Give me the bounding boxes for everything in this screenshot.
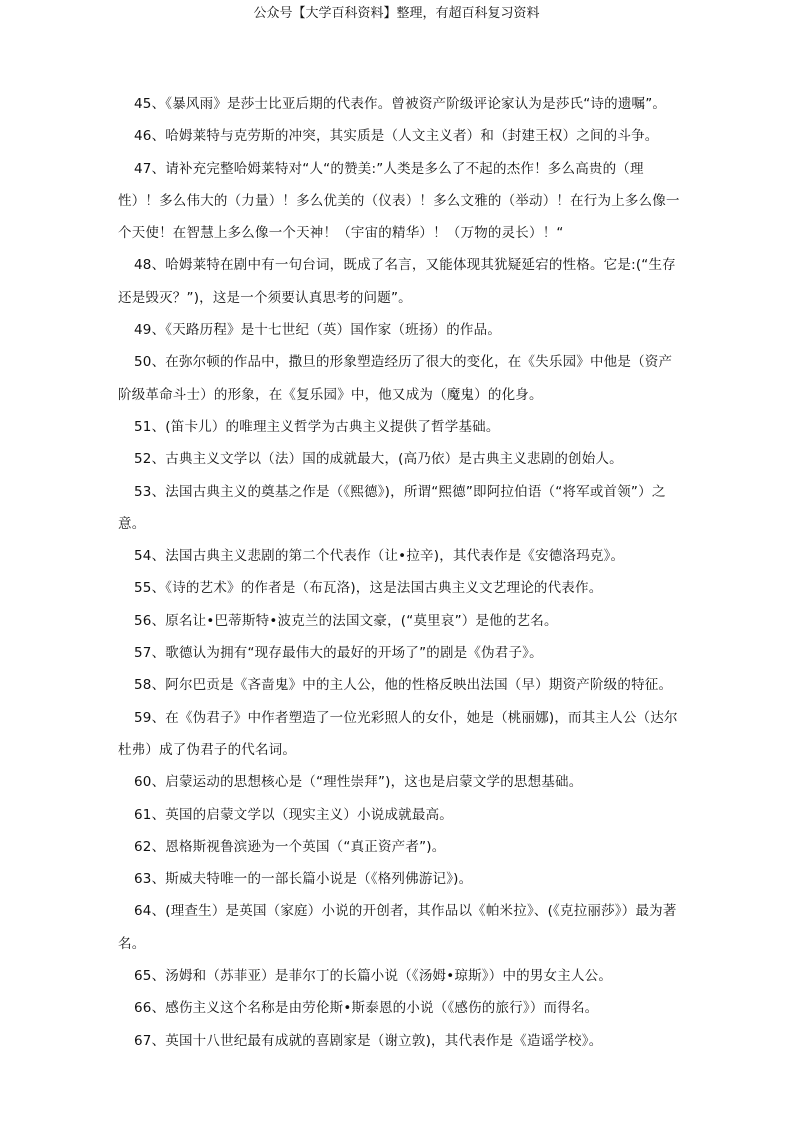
list-item-50: 50、在弥尔顿的作品中，撒旦的形象塑造经历了很大的变化，在《失乐园》中他是（资产阶级革命斗士）的形象，在《复乐园》中，他又成为（魔鬼）的化身。 [118, 354, 673, 403]
list-item-63: 63、斯威夫特唯一的一部长篇小说是（《格列佛游记》)。 [134, 871, 473, 888]
list-item-62: 62、恩格斯视鲁滨逊为一个英国（“真正资产者”)。 [134, 838, 446, 855]
list-item-51: 51、(笛卡儿）的唯理主义哲学为古典主义提供了哲学基础。 [134, 418, 500, 435]
list-item-59: 59、在《伪君子》中作者塑造了一位光彩照人的女仆，她是（桃丽娜)，而其主人公（达尔杜弗）成了伪君子的代名词。 [118, 709, 678, 758]
list-item-52: 52、古典主义文学以（法）国的成就最大，(高乃依）是古典主义悲剧的创始人。 [134, 451, 623, 468]
list-item-54: 54、法国古典主义悲剧的第二个代表作（让•拉辛)，其代表作是《安德洛玛克》。 [134, 548, 625, 565]
list-item-58: 58、阿尔巴贡是《吝啬鬼》中的主人公，他的性格反映出法国（早）期资产阶级的特征。 [134, 677, 673, 694]
list-item-53: 53、法国古典主义的奠基之作是（《熙德》)，所谓“熙德”即阿拉伯语（“将军或首领”）之意。 [118, 483, 666, 532]
list-item-45: 45、《暴风雨》是莎士比亚后期的代表作。曾被资产阶级评论家认为是莎氏“诗的遗嘱”。 [134, 96, 667, 112]
list-item-67: 67、英国十八世纪最有成就的喜剧家是（谢立敦)，其代表作是《造谣学校》。 [134, 1032, 603, 1049]
list-item-48: 48、哈姆莱特在剧中有一句台词，既成了名言，又能体现其犹疑延宕的性格。它是:(“生存还是毁灭？”)，这是一个须要认真思考的问题”。 [118, 257, 676, 306]
list-item-66: 66、感伤主义这个名称是由劳伦斯•斯泰恩的小说（《感伤的旅行》）而得名。 [134, 1000, 599, 1017]
list-item-61: 61、英国的启蒙文学以（现实主义）小说成就最高。 [134, 806, 453, 823]
document-body [118, 88, 680, 1057]
list-item-47: 47、请补充完整哈姆莱特对“人“的赞美:”人类是多么了不起的杰作！多么高贵的（理性）！多么伟大的（力量）！多么优美的（仪表）！多么文雅的（举动）！在行为上多么像一个天使！在智慧上多么像一个天神！（宇宙的精华）！（万物的灵长）！“ [118, 160, 680, 242]
list-item-64: 64、(理查生）是英国（家庭）小说的开创者，其作品以《帕米拉》、(《克拉丽莎》）最为著名。 [118, 903, 677, 952]
list-item-55: 55、《诗的艺术》的作者是（布瓦洛)，这是法国古典主义文艺理论的代表作。 [134, 580, 603, 597]
list-item-65: 65、汤姆和（苏菲亚）是菲尔丁的长篇小说（《汤姆•琼斯》）中的男女主人公。 [134, 968, 613, 985]
list-item-49: 49、《天路历程》是十七世纪（英）国作家（班扬）的作品。 [134, 322, 502, 339]
list-item-60: 60、启蒙运动的思想核心是（“理性崇拜”)，这也是启蒙文学的思想基础。 [134, 774, 583, 791]
page-header: 公众号【大学百科资料】整理，有超百科复习资料 [253, 6, 540, 21]
list-item-56: 56、原名让•巴蒂斯特•波克兰的法国文豪，(“莫里哀”）是他的艺名。 [134, 612, 558, 629]
list-item-57: 57、歌德认为拥有“现存最伟大的最好的开场了”的剧是《伪君子》。 [134, 645, 543, 662]
list-item-46: 46、哈姆莱特与克劳斯的冲突，其实质是（人文主义者）和（封建王权）之间的斗争。 [134, 128, 659, 145]
